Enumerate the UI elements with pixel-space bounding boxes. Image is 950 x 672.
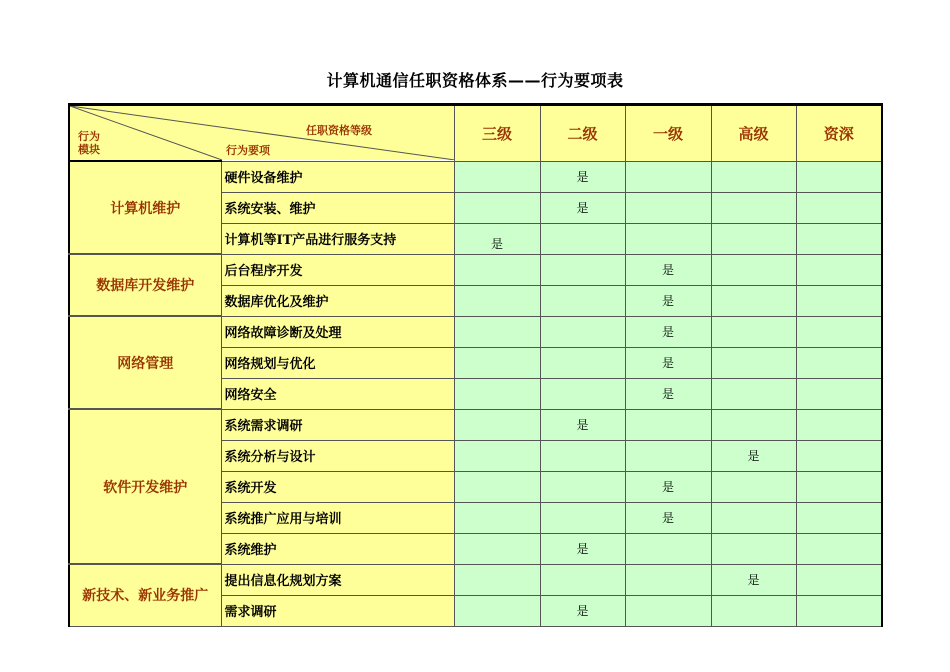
level-cell [625,502,711,533]
level-cell [454,533,540,564]
behavior-item-cell: 系统安装、维护 [221,192,454,223]
level-cell [625,440,711,471]
level-cell [540,285,625,316]
yes-mark: 是 [576,418,589,432]
level-cell [540,161,625,192]
table-row [69,564,882,595]
behavior-item-cell: 数据库优化及维护 [221,285,454,316]
yes-mark: 是 [661,356,674,370]
level-cell [625,533,711,564]
level-header: 一级 [625,105,711,162]
level-cell [540,595,625,626]
level-cell [625,254,711,285]
level-cell [454,502,540,533]
level-cell [796,564,882,595]
level-cell [540,564,625,595]
level-cell [796,409,882,440]
level-cell [540,378,625,409]
table-row [69,409,882,440]
level-header: 二级 [540,105,625,162]
level-cell [540,254,625,285]
yes-mark: 是 [661,325,674,339]
behavior-item-cell: 系统分析与设计 [221,440,454,471]
behavior-item-cell: 网络安全 [221,378,454,409]
level-cell [540,409,625,440]
level-cell [625,223,711,254]
level-cell [454,409,540,440]
level-cell [625,595,711,626]
level-cell [711,223,796,254]
behavior-item-cell: 系统需求调研 [221,409,454,440]
level-cell [540,471,625,502]
yes-mark: 是 [576,201,589,215]
level-cell [711,471,796,502]
yes-mark: 是 [661,294,674,308]
level-header: 资深 [796,105,882,162]
level-cell [711,347,796,378]
behavior-item-cell: 网络故障诊断及处理 [221,316,454,347]
level-header: 高级 [711,105,796,162]
module-name-cell: 软件开发维护 [69,409,221,564]
level-cell [796,316,882,347]
behavior-item-cell: 系统维护 [221,533,454,564]
table-row [69,316,882,347]
level-cell [711,502,796,533]
table-row [69,161,882,192]
behavior-item-cell: 计算机等IT产品进行服务支持 [221,223,454,254]
behavior-item-cell: 网络规划与优化 [221,347,454,378]
level-cell [796,471,882,502]
header-corner-cell [69,105,454,162]
level-cell [454,595,540,626]
level-cell [796,285,882,316]
behavior-item-cell: 后台程序开发 [221,254,454,285]
module-name-cell: 计算机维护 [69,161,221,254]
level-cell [540,440,625,471]
yes-mark: 是 [747,573,760,587]
level-cell [454,378,540,409]
behavior-item-cell: 硬件设备维护 [221,161,454,192]
level-cell [711,192,796,223]
level-cell [625,471,711,502]
level-cell [711,564,796,595]
level-cell [796,533,882,564]
level-cell [454,161,540,192]
level-cell [711,161,796,192]
matrix-body [69,161,882,626]
level-cell [711,285,796,316]
behavior-item-cell: 需求调研 [221,595,454,626]
module-name-cell: 新技术、新业务推广 [69,564,221,626]
item-axis-label: 行为要项 [226,144,270,157]
level-cell [540,502,625,533]
level-cell [625,161,711,192]
level-cell [540,223,625,254]
level-cell [625,378,711,409]
level-cell [796,254,882,285]
level-cell [625,285,711,316]
level-cell [796,595,882,626]
level-cell [796,192,882,223]
yes-mark: 是 [576,170,589,184]
yes-mark: 是 [661,511,674,525]
level-cell [796,502,882,533]
yes-mark: 是 [661,480,674,494]
behavior-item-cell: 系统推广应用与培训 [221,502,454,533]
grade-axis-label: 任职资格等级 [306,124,372,137]
level-cell [711,409,796,440]
level-cell [454,564,540,595]
level-cell [454,440,540,471]
level-cell [540,316,625,347]
behavior-item-cell: 系统开发 [221,471,454,502]
level-header: 三级 [454,105,540,162]
yes-mark: 是 [576,604,589,618]
level-cell [540,347,625,378]
yes-mark: 是 [576,542,589,556]
level-cell [711,316,796,347]
yes-mark: 是 [747,449,760,463]
level-cell [796,347,882,378]
module-axis-label: 行为 模块 [78,130,100,156]
table-row [69,254,882,285]
yes-mark: 是 [490,237,503,251]
level-cell [796,223,882,254]
module-name-cell: 数据库开发维护 [69,254,221,316]
level-cell [540,533,625,564]
behavior-matrix-table [68,103,883,627]
level-cell [711,533,796,564]
level-cell [454,471,540,502]
level-cell [711,595,796,626]
level-cell [625,192,711,223]
yes-mark: 是 [661,387,674,401]
yes-mark: 是 [661,263,674,277]
module-name-cell: 网络管理 [69,316,221,409]
level-cell [796,378,882,409]
level-cell [454,254,540,285]
level-cell [711,440,796,471]
level-cell [454,223,540,254]
behavior-item-cell: 提出信息化规划方案 [221,564,454,595]
level-cell [625,564,711,595]
level-cell [454,347,540,378]
level-cell [454,192,540,223]
level-cell [796,161,882,192]
header-row [69,105,882,162]
level-cell [625,316,711,347]
level-cell [540,192,625,223]
level-cell [454,316,540,347]
level-cell [625,409,711,440]
level-cell [711,254,796,285]
level-cell [796,440,882,471]
page-title: 计算机通信任职资格体系——行为要项表 [326,71,624,90]
level-cell [454,285,540,316]
level-cell [711,378,796,409]
level-cell [625,347,711,378]
